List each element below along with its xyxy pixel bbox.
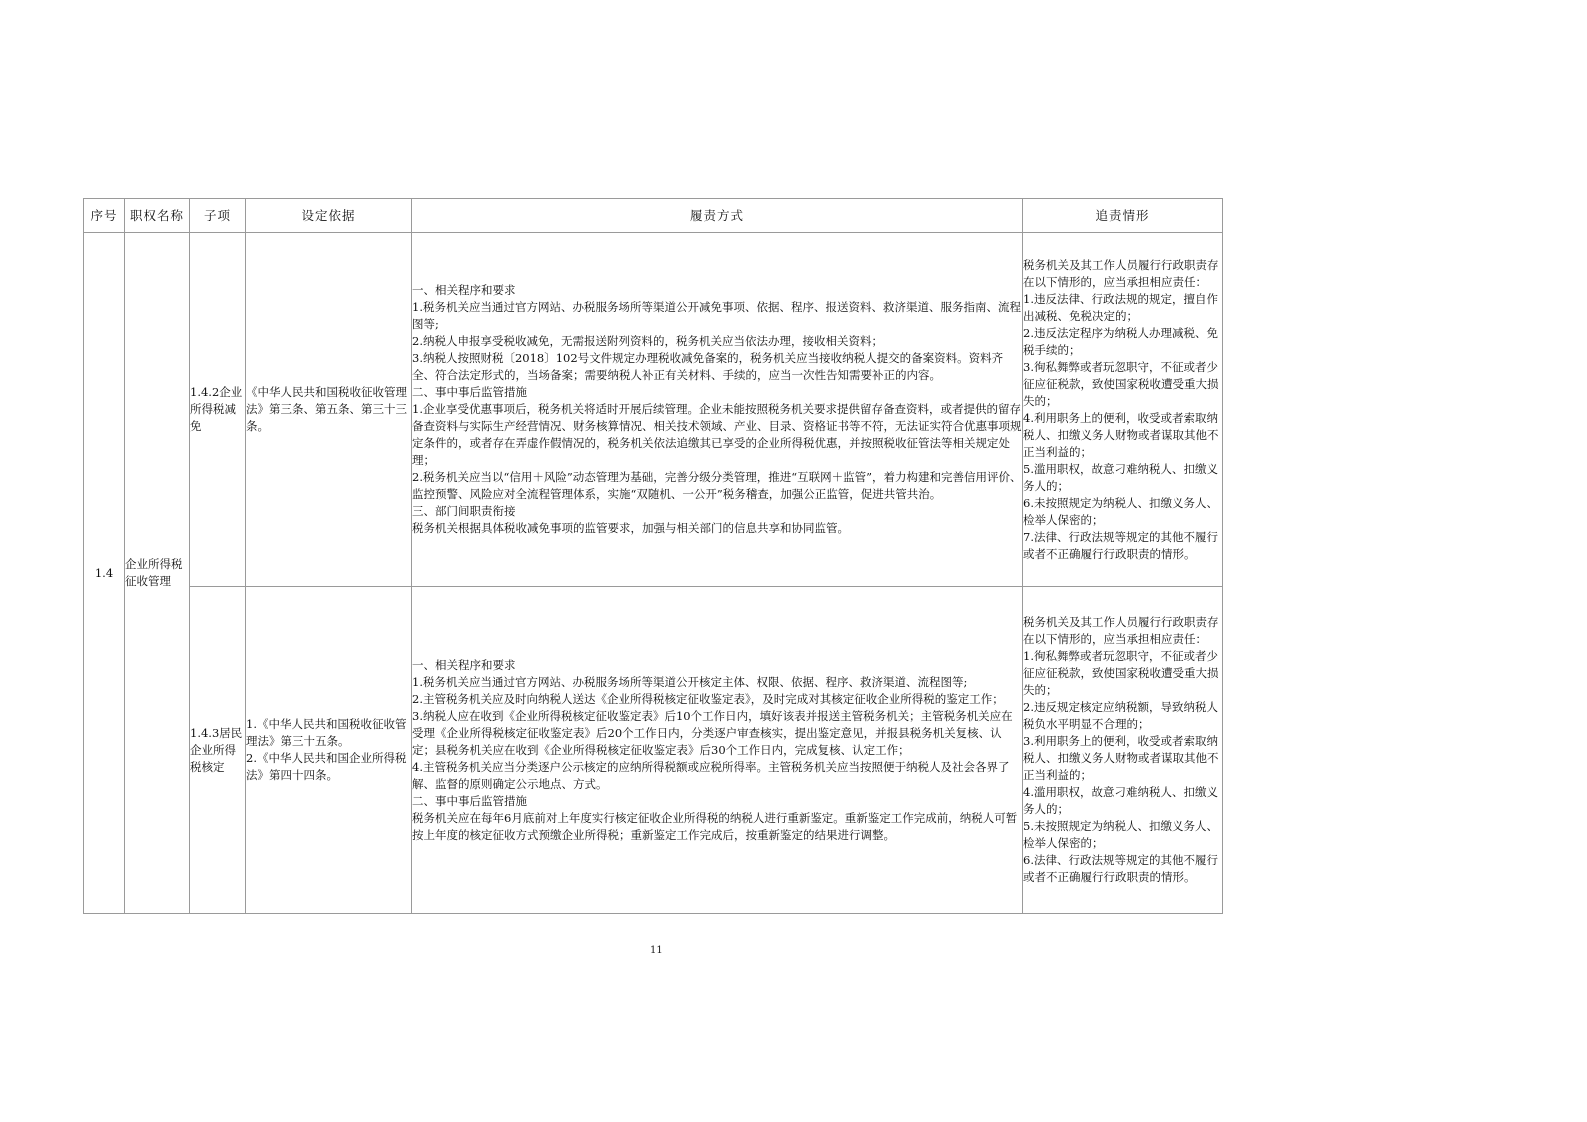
header-basis: 设定依据 — [246, 199, 412, 233]
header-seq: 序号 — [84, 199, 125, 233]
header-row — [84, 199, 1223, 233]
header-duty: 履责方式 — [412, 199, 1023, 233]
liability-line: 2.违反规定核定应纳税额，导致纳税人税负水平明显不合理的； — [1023, 700, 1218, 731]
header-name: 职权名称 — [125, 199, 190, 233]
liability-line: 6.法律、行政法规等规定的其他不履行或者不正确履行行政职责的情形。 — [1023, 853, 1218, 884]
duty-line: 2.纳税人申报享受税收减免，无需报送附列资料的，税务机关应当依法办理，接收相关资料； — [412, 334, 883, 348]
duty-line: 税务机关根据具体税收减免事项的监管要求，加强与相关部门的信息共享和协同监管。 — [412, 521, 849, 535]
duty-line: 二、事中事后监管措施 — [412, 793, 527, 808]
header-sub: 子项 — [190, 199, 246, 233]
duty-cell — [412, 587, 1023, 914]
authority-name-cell: 企业所得税征收管理 — [125, 233, 190, 914]
duty-line: 2.主管税务机关应及时向纳税人送达《企业所得税核定征收鉴定表》，及时完成对其核定征收企业所得税的鉴定工作； — [412, 691, 1004, 706]
table-row — [84, 587, 1223, 914]
liability-line: 税务机关及其工作人员履行行政职责存在以下情形的，应当承担相应责任： — [1023, 257, 1219, 289]
seq-cell: 1.4 — [84, 233, 125, 914]
duty-line: 税务机关应在每年6月底前对上年度实行核定征收企业所得税的纳税人进行重新鉴定。重新鉴定工作完成前，纳税人可暂按上年度的核定征收方式预缴企业所得税；重新鉴定工作完成后，按重新鉴定的结果进行调整。 — [412, 810, 1018, 842]
duty-cell — [412, 233, 1023, 587]
basis-line: 《中华人民共和国税收征收管理法》第三条、第五条、第三十三条。 — [246, 385, 407, 433]
basis-line: 1.《中华人民共和国税收征收管理法》第三十五条。 — [246, 717, 407, 748]
duty-line: 二、事中事后监管措施 — [412, 385, 527, 399]
authority-table — [83, 198, 1223, 914]
duty-line: 1.税务机关应当通过官方网站、办税服务场所等渠道公开核定主体、权限、依据、程序、救济渠道、流程图等; — [412, 674, 968, 689]
liability-line: 5.未按照规定为纳税人、扣缴义务人、检举人保密的； — [1023, 819, 1218, 850]
duty-line: 4.主管税务机关应当分类逐户公示核定的应纳所得税额或应税所得率。主管税务机关应当按照便于纳税人及社会各界了解、监督的原则确定公示地点、方式。 — [412, 759, 1010, 791]
sub-item-cell: 1.4.3居民企业所得税核定 — [190, 587, 246, 914]
liability-line: 6.未按照规定为纳税人、扣缴义务人、检举人保密的； — [1023, 495, 1218, 527]
liability-line: 3.利用职务上的便利，收受或者索取纳税人、扣缴义务人财物或者谋取其他不正当利益的； — [1023, 734, 1219, 782]
liability-line: 3.徇私舞弊或者玩忽职守，不征或者少征应征税款，致使国家税收遭受重大损失的； — [1023, 359, 1219, 408]
liability-line: 4.利用职务上的便利，收受或者索取纳税人、扣缴义务人财物或者谋取其他不正当利益的； — [1023, 410, 1219, 459]
duty-line: 1.税务机关应当通过官方网站、办税服务场所等渠道公开减免事项、依据、程序、报送资料、救济渠道、服务指南、流程图等; — [412, 300, 1021, 331]
duty-line: 一、相关程序和要求 — [412, 657, 516, 672]
liability-cell — [1023, 233, 1223, 587]
basis-line: 2.《中华人民共和国企业所得税法》第四十四条。 — [246, 751, 407, 782]
basis-cell — [246, 587, 412, 914]
header-liability: 追责情形 — [1023, 199, 1223, 233]
table-row — [84, 233, 1223, 587]
liability-line: 4.滥用职权，故意刁难纳税人、扣缴义务人的； — [1023, 785, 1218, 816]
liability-line: 7.法律、行政法规等规定的其他不履行或者不正确履行行政职责的情形。 — [1023, 529, 1218, 561]
liability-line: 5.滥用职权，故意刁难纳税人、扣缴义务人的； — [1023, 461, 1218, 493]
duty-line: 1.企业享受优惠事项后，税务机关将适时开展后续管理。企业未能按照税务机关要求提供留存备查资料，或者提供的留存备查资料与实际生产经营情况、财务核算情况、相关技术领域、产业、目录、资格证书等不符，无法证实符合优惠事项规定条件的，或者存在弄虚作假情况的，税务机关依法追缴其已享受的企业所得税优惠，并按照税收征管法等相关规定处理； — [412, 402, 1022, 467]
liability-line: 1.徇私舞弊或者玩忽职守，不征或者少征应征税款，致使国家税收遭受重大损失的； — [1023, 649, 1219, 697]
duty-line: 3.纳税人按照财税〔2018〕102号文件规定办理税收减免备案的，税务机关应当接收纳税人提交的备案资料。资料齐全、符合法定形式的，当场备案；需要纳税人补正有关材料、手续的，应当一次性告知需要补正的内容。 — [412, 351, 1004, 382]
basis-cell — [246, 233, 412, 587]
liability-line: 2.违反法定程序为纳税人办理减税、免税手续的； — [1023, 325, 1218, 357]
duty-line: 一、相关程序和要求 — [412, 283, 516, 297]
duty-line: 2.税务机关应当以“信用＋风险”动态管理为基础，完善分级分类管理，推进“互联网＋监管”，着力构建和完善信用评价、监控预警、风险应对全流程管理体系，实施“双随机、一公开”税务稽查，加强公正监管，促进共管共治。 — [412, 470, 1022, 501]
page-number: 11 — [650, 945, 663, 956]
duty-line: 3.纳税人应在收到《企业所得税核定征收鉴定表》后10个工作日内，填好该表并报送主管税务机关；主管税务机关应在受理《企业所得税核定征收鉴定表》后20个工作日内，分类逐户审查核实，提出鉴定意见，并报县税务机关复核、认定；县税务机关应在收到《企业所得税核定征收鉴定表》后30个工作日内，完成复核、认定工作； — [412, 708, 1013, 757]
liability-line: 1.违反法律、行政法规的规定，擅自作出减税、免税决定的； — [1023, 291, 1218, 323]
sub-item-cell: 1.4.2企业所得税减免 — [190, 233, 246, 587]
liability-line: 税务机关及其工作人员履行行政职责存在以下情形的，应当承担相应责任： — [1023, 615, 1219, 646]
duty-line: 三、部门间职责衔接 — [412, 504, 516, 518]
liability-cell — [1023, 587, 1223, 914]
